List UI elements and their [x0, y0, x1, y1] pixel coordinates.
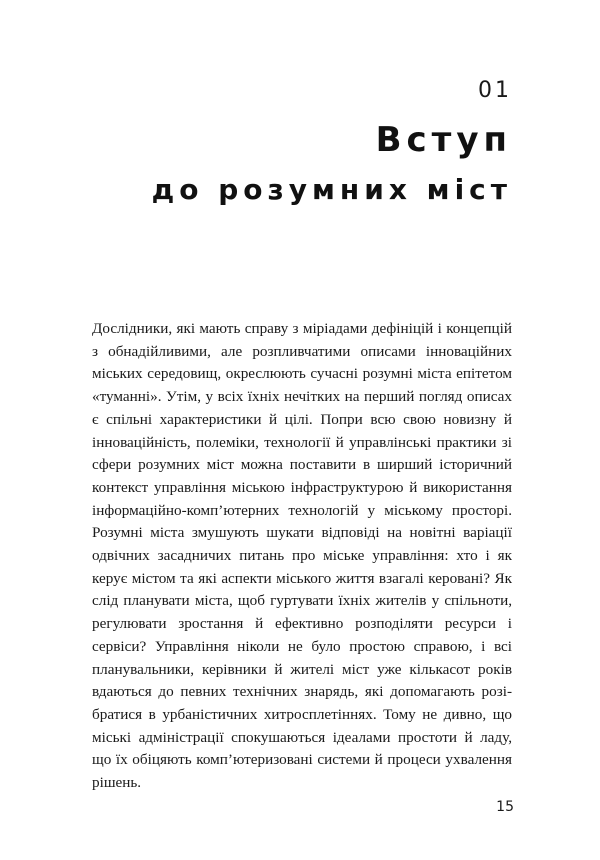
chapter-title-line-2: до розумних міст [151, 173, 512, 206]
body-paragraph: Дослідники, які мають справу з міріадами дефініцій і концепцій з обнадійливими, але розпливчатими описами інноваційних міських середовищ, окреслюють сучасні розумні міста епітетом «туманні». Утім, у всіх їхніх нечітких на перший погляд описах є спільні характеристики й цілі. Попри всю свою новизну й інноваційність, полеміки, технології й управлінські практики зі сфери розумних міст можна поставити в ширший історичний контекст управління міською інфраструктурою й використання інформаційно-комп’ютерних технологій у міському просторі. Розумні міста змушують шукати відповіді на новітні варіації одвічних засадничих питань про міське управління: хто і як керує містом та які аспекти міського життя взагалі керовані? Як слід планувати міста, щоб гуртувати їхніх жителів у спільноти, регулювати зростання й ефективно розподіляти ресурси і сервіси? Управління ніколи не було простою справою, і всі планувальники, керівники й жителі міст уже кількасот років вдаються до певних технічних знарядь, які допомагають розібратися в урбаністичних хитросплетіннях. Тому не дивно, що міські адміністрації спокушаються ідеалами простоти й ладу, що їх обіцяють комп’ютеризовані системи й процеси ухвалення рішень. [92, 320, 512, 792]
chapter-number: 01 [478, 78, 512, 103]
page-number: 15 [496, 799, 514, 815]
chapter-title-line-1: Вступ [375, 120, 512, 160]
chapter-title [152, 118, 512, 212]
